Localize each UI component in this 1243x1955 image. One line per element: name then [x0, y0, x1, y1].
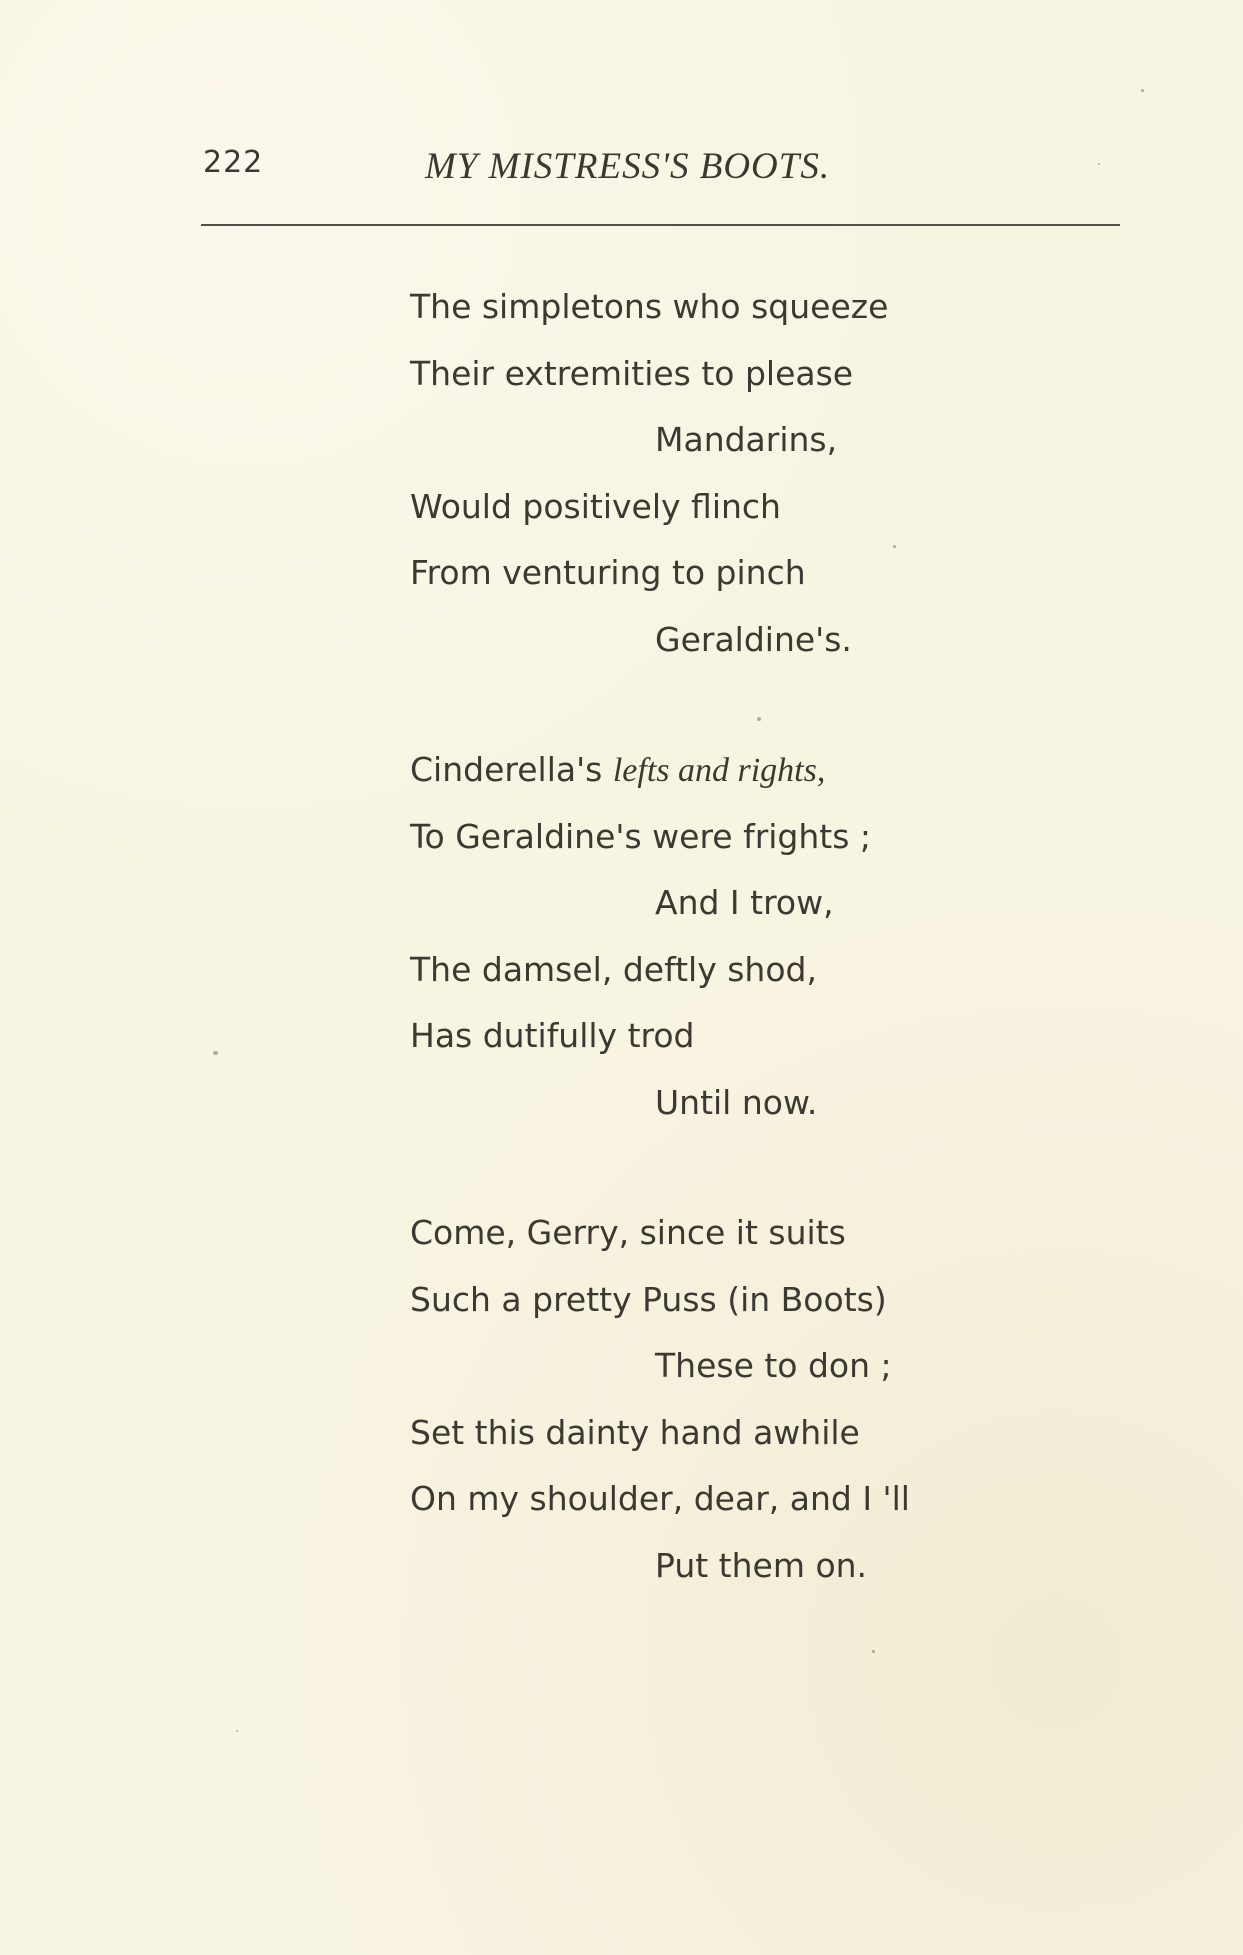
poem-line-indented: Geraldine's. — [655, 619, 852, 659]
poem-line: The damsel, deftly shod, — [410, 949, 817, 989]
poem-line: On my shoulder, dear, and I 'll — [410, 1479, 910, 1518]
poem-line: Would positively flinch — [410, 486, 781, 526]
poem-line: Set this dainty hand awhile — [410, 1412, 860, 1452]
stanza-3 — [0, 1200, 1243, 1599]
stanza-1 — [0, 274, 1243, 673]
poem-line: From venturing to pinch — [410, 553, 806, 592]
running-title: MY MISTRESS'S BOOTS. — [425, 146, 831, 187]
speck — [1098, 163, 1100, 165]
page-header — [0, 145, 1243, 185]
poem-line-mixed-style — [0, 737, 1243, 804]
poem-line-prefix: Cinderella's — [410, 750, 613, 789]
poem-line-indented: Put them on. — [655, 1545, 868, 1585]
poem-line-indented: These to don ; — [655, 1346, 892, 1385]
speck — [757, 717, 761, 721]
speck — [1141, 89, 1144, 92]
poem-line-indented: Until now. — [655, 1082, 818, 1122]
speck — [236, 1730, 238, 1732]
poem-line: The simpletons who squeeze — [410, 287, 889, 326]
header-rule — [201, 224, 1120, 226]
poem-line: Their extremities to please — [410, 353, 854, 393]
italic-phrase: lefts and rights, — [612, 752, 826, 789]
speck — [893, 545, 896, 548]
poem-line: To Geraldine's were frights ; — [410, 816, 872, 856]
poem-body — [0, 274, 1243, 1663]
poem-line-indented: And I trow, — [655, 883, 834, 922]
stanza-2 — [0, 737, 1243, 1136]
poem-line: Come, Gerry, since it suits — [410, 1213, 846, 1252]
speck — [872, 1650, 875, 1653]
speck — [213, 1051, 218, 1055]
page-number: 222 — [203, 145, 264, 180]
poem-line: Such a pretty Puss (in Boots) — [410, 1279, 887, 1319]
poem-line: Has dutifully trod — [410, 1016, 695, 1055]
poem-line-indented: Mandarins, — [655, 420, 838, 459]
